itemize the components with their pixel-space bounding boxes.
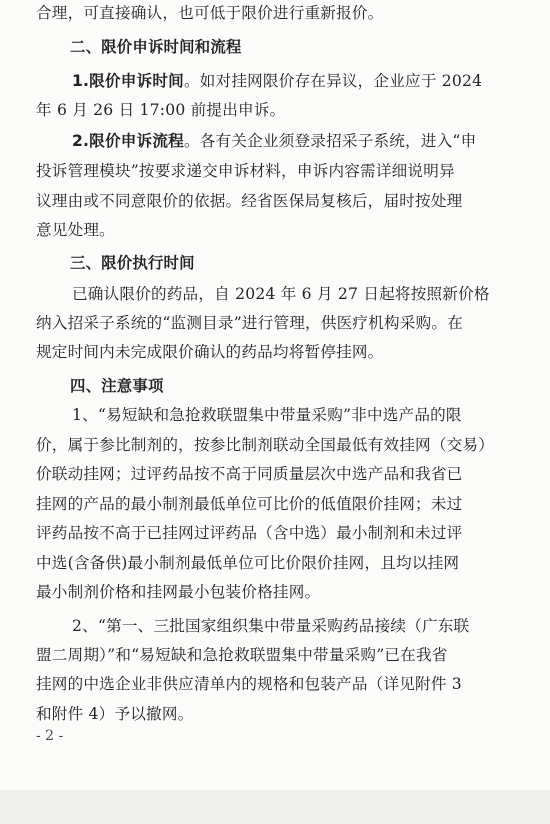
text-line: 已确认限价的药品，自 2024 年 6 月 27 日起将按照新价格 bbox=[72, 285, 490, 303]
text-line: 挂网的中选企业非供应清单内的规格和包装产品（详见附件 3 bbox=[36, 675, 462, 693]
page-number: - 2 - bbox=[36, 728, 64, 744]
text-line: 年 6 月 26 日 17:00 前提出申诉。 bbox=[36, 101, 286, 119]
subsection-title: 2.限价申诉流程 bbox=[72, 132, 184, 150]
text-span: 。各有关企业须登录招采子系统，进入“申 bbox=[183, 132, 477, 150]
text-line: 盟二周期）”和“易短缺和急抢救联盟集中带量采购”已在我省 bbox=[36, 646, 448, 664]
text-line: 纳入招采子系统的“监测目录”进行管理，供医疗机构采购。在 bbox=[36, 314, 463, 332]
subsection-title: 1.限价申诉时间 bbox=[72, 72, 184, 90]
section-heading: 二、限价申诉时间和流程 bbox=[70, 38, 242, 56]
text-line: 中选(含备供)最小制剂最低单位可比价限价挂网，且均以挂网 bbox=[36, 554, 460, 572]
bottom-margin bbox=[0, 790, 550, 824]
text-line: 挂网的产品的最小制剂最低单位可比价的低值限价挂网；未过 bbox=[36, 495, 463, 513]
text-span: 。如对挂网限价存在异议，企业应于 2024 bbox=[183, 72, 483, 90]
text-line bbox=[72, 130, 550, 152]
text-line: 合理，可直接确认，也可低于限价进行重新报价。 bbox=[36, 4, 384, 22]
text-line: 评药品按不高于已挂网过评药品（含中选）最小制剂和未过评 bbox=[36, 524, 463, 542]
text-line bbox=[72, 70, 550, 92]
text-line: 1、“易短缺和急抢救联盟集中带量采购”非中选产品的限 bbox=[72, 406, 462, 424]
text-line: 意见处理。 bbox=[36, 221, 115, 239]
section-heading: 三、限价执行时间 bbox=[70, 254, 195, 272]
text-line: 和附件 4）予以撤网。 bbox=[36, 705, 194, 723]
text-line: 最小制剂价格和挂网最小包装价格挂网。 bbox=[36, 583, 321, 601]
section-heading: 四、注意事项 bbox=[70, 377, 164, 395]
text-line: 规定时间内未完成限价确认的药品均将暂停挂网。 bbox=[36, 343, 384, 361]
text-line: 2、“第一、三批国家组织集中带量采购药品接续（广东联 bbox=[72, 617, 470, 635]
text-line: 投诉管理模块”按要求递交申诉材料，申诉内容需详细说明异 bbox=[36, 162, 455, 180]
text-line: 议理由或不同意限价的依据。经省医保局复核后，届时按处理 bbox=[36, 192, 463, 210]
text-line: 价联动挂网；过评药品按不高于同质量层次中选产品和我省已 bbox=[36, 465, 463, 483]
text-line: 价，属于参比制剂的，按参比制剂联动全国最低有效挂网（交易） bbox=[36, 436, 495, 454]
